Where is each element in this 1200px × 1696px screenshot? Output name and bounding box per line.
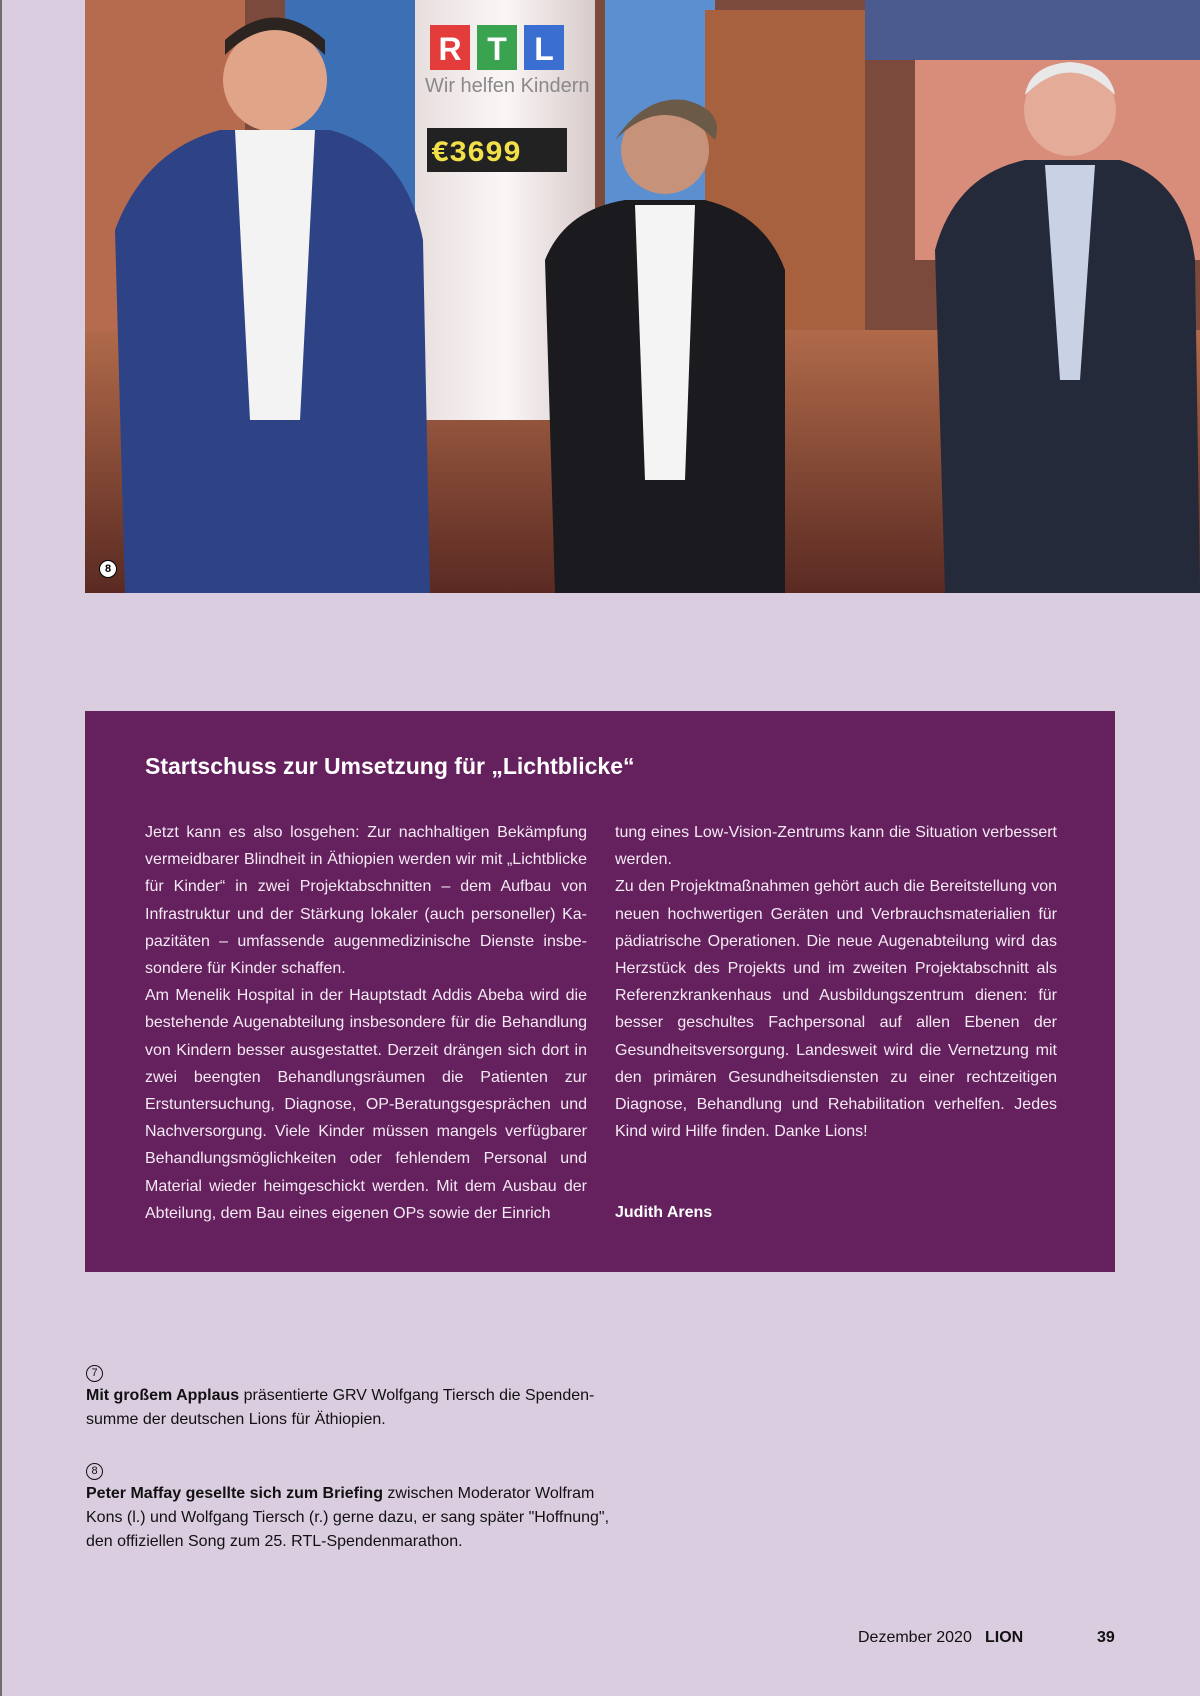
rtl-letter-r: R bbox=[438, 31, 462, 67]
info-box bbox=[85, 711, 1115, 1272]
author-name: Judith Arens bbox=[615, 1204, 713, 1222]
info-column-left bbox=[145, 819, 587, 1227]
photo-caption-7 bbox=[86, 1360, 626, 1432]
paragraph: tung eines Low-Vision-Zentrums kann die Situation verbessert werden. bbox=[615, 824, 1057, 869]
paragraph: Am Menelik Hospital in der Hauptstadt Addis Abeba wird die bestehende Augenabteilung insbesondere für die Behandlung von Kindern besser ausgestattet. Derzeit drängen sich dort in zwei beengten Behandlungsräumen die Patienten zur Erstuntersuchung, Diagnose, OP-Beratungsgesprächen und Nachversorgung. Viele Kinder müssen mangels verfügbarer Behandlungsmöglichkeiten oder fehlendem Personal und Material wieder heimgeschickt werden. Mit dem Ausbau der Abteilung, dem Bau eines eigenen OPs sowie der Einrich bbox=[145, 987, 587, 1222]
footer-magazine: LION bbox=[985, 1629, 1024, 1646]
rtl-letter-l: L bbox=[534, 31, 554, 67]
paragraph: Zu den Projektmaßnahmen gehört auch die Bereitstellung von neuen hochwertigen Geräten und Verbrauchsmaterialien für pädiatrische Operationen. Die neue Augenabteilung wird das Herzstück des Projekts und im zweiten Projektabschnitt als Referenzkrankenhaus und Ausbildungszentrum dienen: für besser geschultes Fachpersonal auf allen Ebenen der Gesundheitsversorgung. Landesweit wird die Vernetzung mit den primären Gesundheitsdiensten zu einer rechtzeitigen Diagnose, Behandlung und Rehabilitation verhelfen. Jedes Kind wird Hilfe finden. Danke Lions! bbox=[615, 878, 1057, 1141]
info-box-title: Startschuss zur Umsetzung für „Lichtblicke“ bbox=[145, 753, 635, 779]
footer-date: Dezember 2020 bbox=[858, 1629, 972, 1646]
caption-text: präsentierte GRV Wolfgang Tiersch die Spendensumme der deutschen Lions für Äthiopien. bbox=[86, 1387, 595, 1428]
event-photo bbox=[85, 0, 1200, 593]
caption-lead: Mit großem Applaus bbox=[86, 1387, 240, 1404]
donation-counter: €3699 bbox=[431, 137, 522, 171]
rtl-letter-t: T bbox=[487, 31, 507, 67]
caption-number-badge: 8 bbox=[86, 1463, 103, 1480]
page-edge-rule bbox=[0, 0, 2, 1696]
rtl-slogan: Wir helfen Kindern bbox=[425, 75, 590, 97]
caption-text: zwischen Moderator Wolfram Kons (l.) und Wolfgang Tiersch (r.) gerne dazu, er sang später "Hoffnung", den offiziellen Song zum 25. RTL-Spendenmarathon. bbox=[86, 1485, 610, 1550]
caption-number-badge: 7 bbox=[86, 1365, 103, 1382]
caption-lead: Peter Maffay gesellte sich zum Briefing bbox=[86, 1485, 383, 1502]
page-number: 39 bbox=[1097, 1629, 1115, 1646]
photo-number-badge: 8 bbox=[99, 560, 117, 578]
paragraph: Jetzt kann es also losgehen: Zur nachhaltigen Bekämpfung vermeidbarer Blindheit in Äthiopien werden wir mit „Lichtblicke für Kinder“ in zwei Projektabschnitten – dem Aufbau von Infrastruktur und der Stärkung lokaler (auch personeller) Kapazitäten – umfassende augenmedizinische Dienste insbesondere für Kinder schaffen. bbox=[145, 824, 587, 978]
photo-caption-8 bbox=[86, 1458, 626, 1554]
info-column-right bbox=[615, 819, 1057, 1227]
